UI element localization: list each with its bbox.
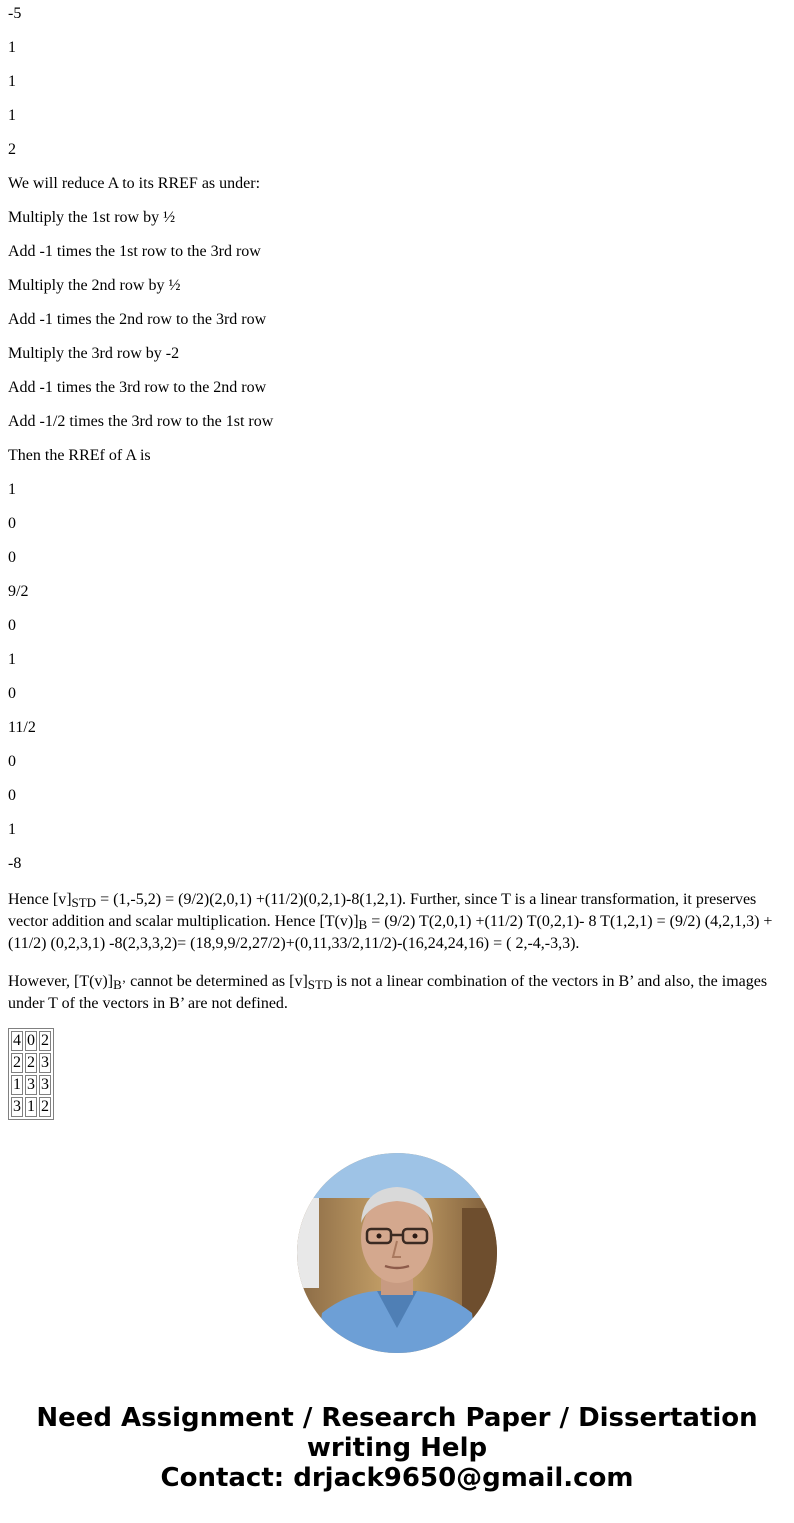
- top-value: 1: [8, 73, 16, 90]
- rref-value: 0: [8, 549, 16, 566]
- rref-value: 0: [8, 787, 16, 804]
- top-value: -5: [8, 5, 22, 22]
- rref-step: Add -1 times the 3rd row to the 2nd row: [8, 379, 267, 396]
- rref-step: Add -1 times the 2nd row to the 3rd row: [8, 311, 267, 328]
- subscript: B’: [113, 977, 127, 992]
- para-text: cannot be determined as [v]: [126, 973, 308, 990]
- table-row: [11, 1097, 51, 1117]
- avatar-portrait: [297, 1153, 497, 1353]
- table-cell: 2: [27, 1054, 35, 1071]
- top-values: [8, 5, 786, 159]
- rref-step: Add -1 times the 1st row to the 3rd row: [8, 243, 261, 260]
- table-cell: 2: [41, 1098, 49, 1115]
- table-cell: 3: [41, 1054, 49, 1071]
- rref-step: Add -1/2 times the 3rd row to the 1st row: [8, 413, 274, 430]
- subscript: B: [358, 917, 368, 932]
- rref-step: Multiply the 2nd row by ½: [8, 277, 181, 294]
- author-avatar: [297, 1153, 497, 1353]
- promo-line: writing Help: [306, 1433, 488, 1463]
- intro-text: We will reduce A to its RREF as under:: [8, 175, 261, 192]
- hence-paragraph: [8, 889, 786, 955]
- table-row: [11, 1053, 51, 1073]
- table-cell: 4: [13, 1032, 21, 1049]
- table-cell: 2: [13, 1054, 21, 1071]
- rref-value: 0: [8, 515, 16, 532]
- para-text: is not a linear combination of the vectors in B’ and also, the images under T of the vectors in B’ are not defined.: [8, 973, 768, 1012]
- rref-value: 0: [8, 617, 16, 634]
- table-cell: 3: [13, 1098, 21, 1115]
- table-cell: 0: [27, 1032, 35, 1049]
- rref-value: 9/2: [8, 583, 29, 600]
- subscript: STD: [307, 977, 333, 992]
- top-value: 1: [8, 107, 16, 124]
- rref-value: 11/2: [8, 719, 36, 736]
- para-text: = (9/2) T(2,0,1) +(11/2) T(0,2,1)- 8 T(1,2,1) = (9/2) (4,2,1,3) +(11/2) (0,2,3,1) -8(2,3,3,2)= (18,9,9/2,27/2)+(0,11,33/2,11/2)-(16,24,24,16) = ( 2,-4,-3,3).: [8, 913, 773, 952]
- rref-step: Multiply the 3rd row by -2: [8, 345, 180, 362]
- rref-label: Then the RREf of A is: [8, 447, 151, 464]
- subscript: STD: [71, 895, 97, 910]
- rref-value: 1: [8, 481, 16, 498]
- top-value: 1: [8, 39, 16, 56]
- promo-line: Need Assignment / Research Paper / Dissertation: [36, 1403, 758, 1433]
- para-text: = (1,-5,2) = (9/2)(2,0,1) +(11/2)(0,2,1)-8(1,2,1). Further, since T is a linear transformation, it preserves vector addition and scalar multiplication. Hence [T(v)]: [8, 891, 757, 930]
- rref-value: 1: [8, 821, 16, 838]
- rref-steps: [8, 209, 786, 431]
- image-matrix-table: [8, 1028, 54, 1120]
- table-cell: 3: [41, 1076, 49, 1093]
- table-row: [11, 1031, 51, 1051]
- table-row: [11, 1075, 51, 1095]
- para-text: However, [T(v)]: [8, 973, 114, 990]
- promo-contact: Contact: drjack9650@gmail.com: [160, 1463, 634, 1493]
- table-cell: 3: [27, 1076, 35, 1093]
- rref-step: Multiply the 1st row by ½: [8, 209, 176, 226]
- promo-banner: [0, 1403, 794, 1493]
- para-text: Hence [v]: [8, 891, 72, 908]
- rref-value: 0: [8, 685, 16, 702]
- top-value: 2: [8, 141, 16, 158]
- rref-values: [8, 481, 786, 873]
- rref-value: 0: [8, 753, 16, 770]
- however-paragraph: [8, 971, 786, 1015]
- rref-value: 1: [8, 651, 16, 668]
- table-cell: 1: [27, 1098, 35, 1115]
- table-cell: 1: [13, 1076, 21, 1093]
- rref-value: -8: [8, 855, 22, 872]
- table-cell: 2: [41, 1032, 49, 1049]
